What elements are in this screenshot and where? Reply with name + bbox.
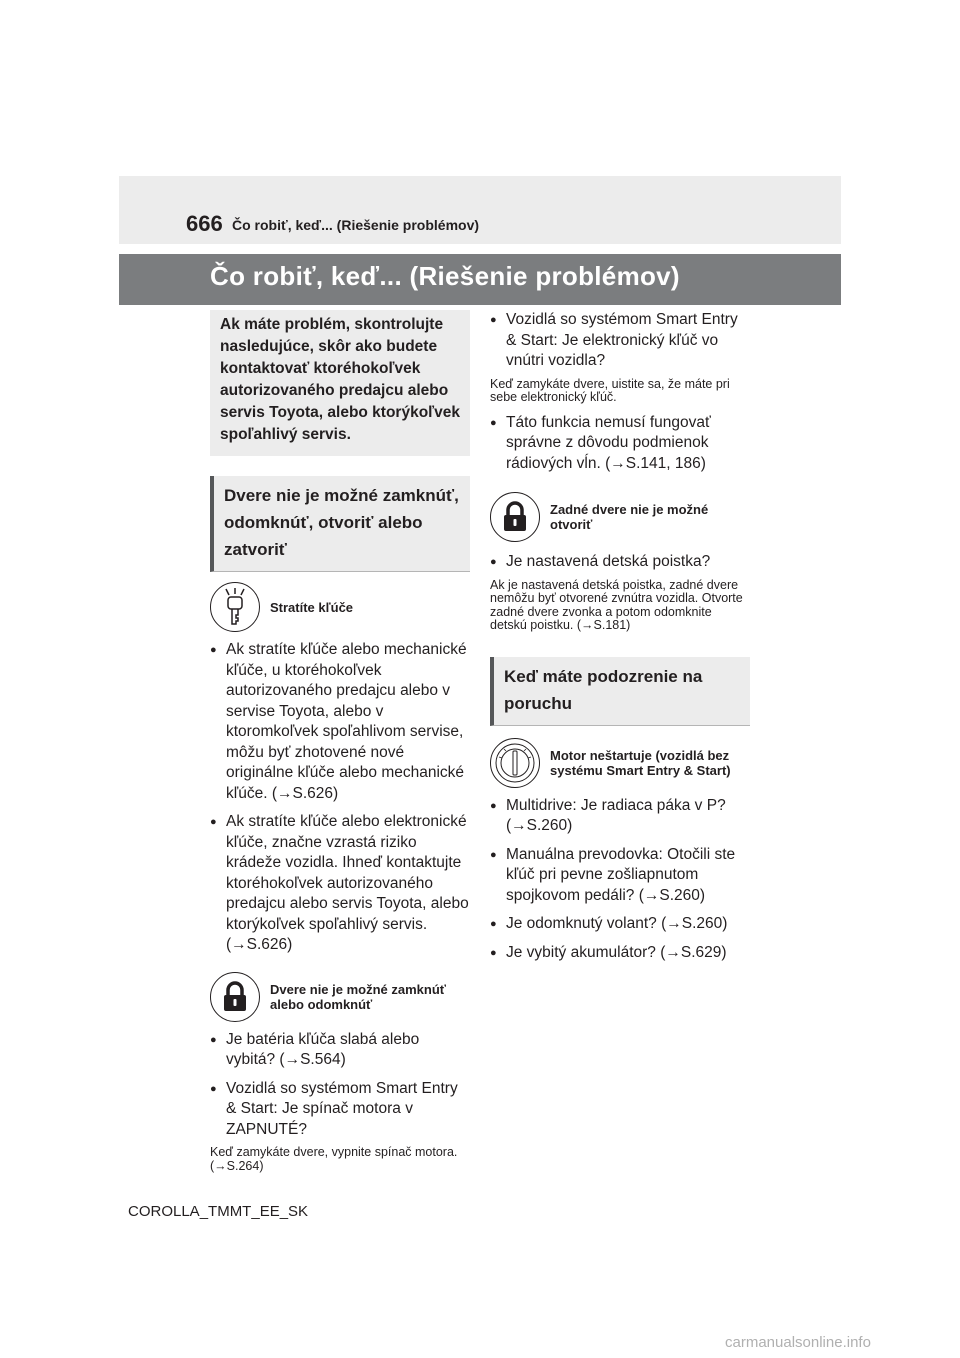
lost-keys-list [210, 640, 470, 956]
intro-box: Ak máte problém, skontrolujte nasledujúce, skôr ako budete kontaktovať ktoréhokoľvek autorizovaného predajcu alebo servis Toyota, alebo ktorýkoľvek spoľahlivý servis. [210, 310, 470, 456]
list-item: ● Ak stratíte kľúče alebo mechanické kľúče, u ktoréhokoľvek autorizovaného predajcu alebo v servise Toyota, alebo v ktoromkoľvek spoľahlivom servise, môžu byť zhotovené nové originálne kľúče alebo mechanické kľúče. (→S.626) [210, 640, 470, 804]
radio-list [490, 413, 750, 475]
list-item: ● Je nastavená detská poistka? [490, 552, 750, 573]
list-item: ● Je batéria kľúča slabá alebo vybitá? (→S.564) [210, 1030, 470, 1071]
list-item: ● Multidrive: Je radiaca páka v P? (→S.260) [490, 796, 750, 837]
lost-keys-label: Stratíte kľúče [270, 599, 354, 615]
note: Keď zamykáte dvere, uistite sa, že máte pri sebe elektronický kľúč. [490, 376, 730, 404]
rear-doors-row [490, 492, 750, 542]
list-item: ● Je vybitý akumulátor? (→S.629) [490, 943, 750, 964]
list-item: ● Vozidlá so systémom Smart Entry & Start: Je elektronický kľúč vo vnútri vozidla? [490, 310, 750, 372]
rear-doors-list [490, 552, 750, 573]
note: Ak je nastavená detská poistka, zadné dvere nemôžu byť otvorené zvnútra vozidla. Otvorte zadné dvere zvonka a potom odomknite detskú poistku. (→S.181) [490, 577, 743, 632]
section-heading-doors: Dvere nie je možné zamknúť, odomknúť, otvoriť alebo zatvoriť [210, 476, 470, 572]
note: Keď zamykáte dvere, vypnite spínač motora. (→S.264) [210, 1145, 458, 1173]
engine-label: Motor neštartuje (vozidlá bez systému Smart Entry & Start) [550, 747, 731, 778]
padlock-icon [210, 972, 260, 1022]
footer-code: COROLLA_TMMT_EE_SK [128, 1203, 309, 1220]
rear-doors-label: Zadné dvere nie je možné otvoriť [550, 502, 709, 532]
list-item: ● Ak stratíte kľúče alebo elektronické kľúče, značne vzrastá riziko krádeže vozidla. Ihneď kontaktujte ktoréhokoľvek autorizovaného predajcu alebo servis Toyota, alebo ktorýkoľvek spoľahlivý servis. (→S.626) [210, 812, 470, 956]
padlock-icon [490, 492, 540, 542]
cannot-lock-list [210, 1030, 470, 1141]
list-item: ● Táto funkcia nemusí fungovať správne z dôvodu podmienok rádiových vĺn. (→S.141, 186) [490, 413, 750, 475]
page-title: Čo robiť, keď... (Riešenie problémov) [210, 261, 680, 291]
smart-entry-list [490, 310, 750, 372]
cannot-lock-label: Dvere nie je možné zamknúť alebo odomknúť [270, 981, 447, 1012]
cannot-lock-row [210, 972, 470, 1022]
header-band [119, 176, 841, 244]
ignition-switch-icon [490, 738, 540, 788]
list-item: ● Manuálna prevodovka: Otočili ste kľúč pri pevne zošliapnutom spojkovom pedáli? (→S.260) [490, 845, 750, 907]
lost-keys-row [210, 582, 470, 632]
engine-list [490, 796, 750, 964]
list-item: ● Vozidlá so systémom Smart Entry & Start: Je spínač motora v ZAPNUTÉ? [210, 1079, 470, 1141]
running-title: Čo robiť, keď... (Riešenie problémov) [232, 217, 480, 233]
left-column [210, 310, 470, 1173]
engine-row [490, 738, 750, 788]
right-column [490, 310, 750, 963]
key-icon [210, 582, 260, 632]
section-heading-fault: Keď máte podozrenie na poruchu [490, 657, 750, 726]
list-item: ● Je odomknutý volant? (→S.260) [490, 914, 750, 935]
watermark: carmanualsonline.info [725, 1334, 871, 1351]
page-number: 666 [186, 211, 223, 236]
